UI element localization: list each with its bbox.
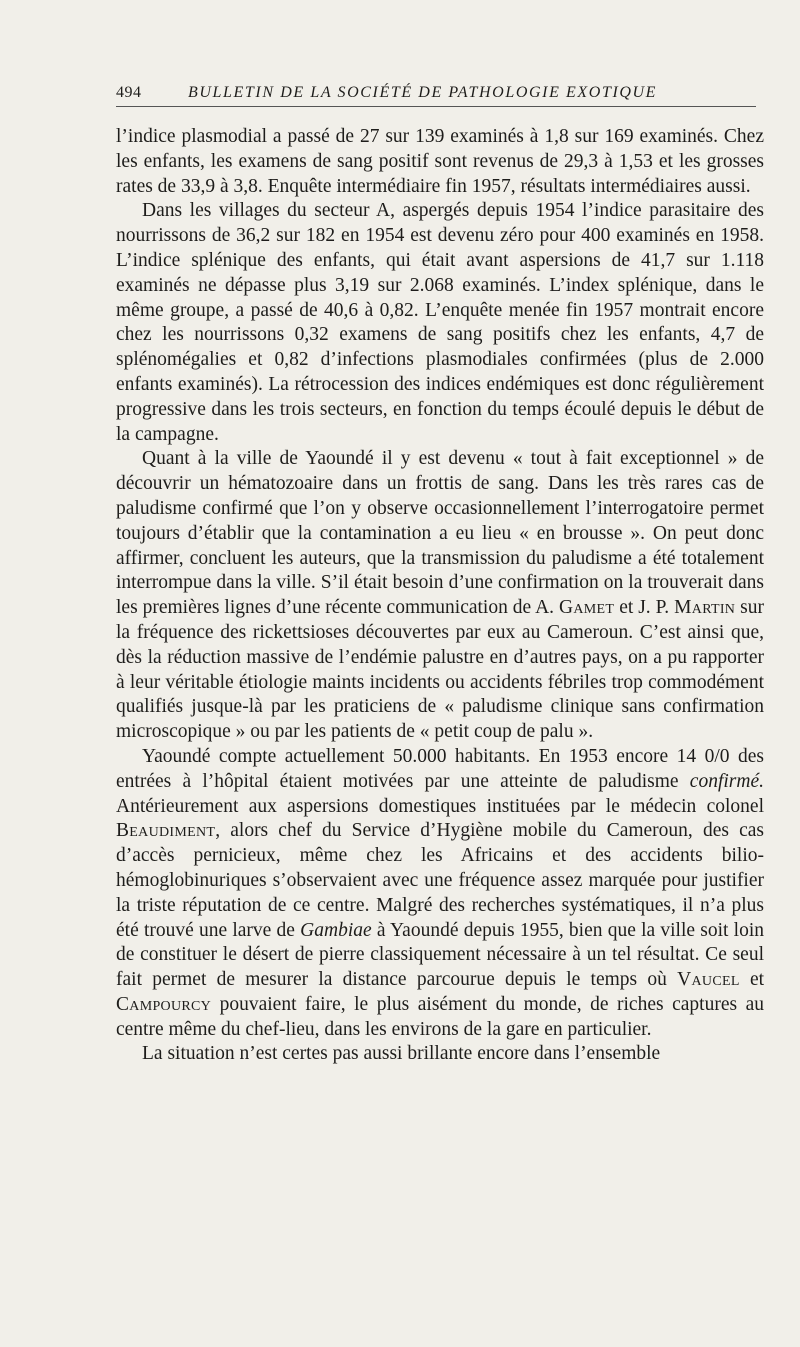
paragraph-text: pouvaient faire, le plus aisément du monde, de riches captures au centre même du chef-lieu, dans les environs de la gare en particulier.	[116, 993, 765, 1040]
paragraph-text: Quant à la ville de Yaoundé il y est devenu « tout à fait exceptionnel » de découvrir un hématozoaire dans un frottis de sang. Dans les très rares cas de paludisme confirmé que l’on y observe occasionnellement l’interrogatoire permet toujours d’établir que la contamination a eu lieu « en brousse ». On peut donc affirmer, concluent les auteurs, que la transmission du paludisme a été totalement interrompue dans la ville. S’il était besoin d’une confirmation on la trouverait dans les premières lignes d’une récente communication de A.	[116, 448, 764, 619]
paragraph-text: , alors chef du Service d’Hygiène mobile du Cameroun, des cas d’accès pernicieux, même chez les Africains et des accidents bilio-hémoglobinuriques s’observaient avec une fréquence assez marquée pour justifier la triste réputation de ce centre. Malgré des recherches systématiques, il n’a plus été trouvé une larve de	[116, 820, 764, 941]
paragraph-text: à Yaoundé depuis 1955, bien que la ville soit loin de constituer le désert de pierre classiquement nécessaire à un tel résultat. Ce seul fait permet de mesurer la distance parcourue depuis le temps où	[116, 919, 764, 991]
author-name-vaucel: Vaucel	[677, 969, 740, 991]
page-number: 494	[116, 84, 142, 101]
paragraph-text: l’indice plasmodial a passé de 27 sur 139 examinés à 1,8 sur 169 examinés. Chez les enfants, les examens de sang positif sont revenus de 29,3 à 1,53 et les grosses rates de 33,9 à 3,8. Enquête intermédiaire fin 1957, résultats intermédiaires aussi.	[116, 126, 764, 197]
author-name-gamet: Gamet	[558, 597, 615, 619]
paragraph-text: La situation n’est certes pas aussi brillante encore dans l’ensemble	[142, 1043, 661, 1065]
paragraph-text: et J. P.	[619, 597, 670, 619]
paragraph-5	[116, 1042, 764, 1067]
author-name-martin: Martin	[674, 597, 736, 619]
paragraph-text: et	[749, 969, 765, 991]
italic-term-gambiae: Gambiae	[300, 919, 372, 941]
paragraph-2	[116, 199, 764, 447]
italic-term-confirme: confirmé.	[689, 770, 764, 792]
paragraph-3	[116, 447, 764, 745]
running-title: BULLETIN DE LA SOCIÉTÉ DE PATHOLOGIE EXOTIQUE	[188, 84, 658, 101]
paragraph-1	[116, 125, 764, 199]
paragraph-4	[116, 745, 764, 1043]
body-text	[116, 125, 764, 1067]
paragraph-text: Antérieurement aux aspersions domestiques instituées par le médecin colonel	[116, 795, 764, 817]
author-name-campourcy: Campourcy	[116, 993, 212, 1015]
paragraph-text: Yaoundé compte actuellement 50.000 habitants. En 1953 encore 14 0/0 des entrées à l’hôpital étaient motivées par une atteinte de paludisme	[116, 745, 764, 792]
paragraph-text: Dans les villages du secteur A, aspergés depuis 1954 l’indice parasitaire des nourrissons de 36,2 sur 182 en 1954 est devenu zéro pour 400 examinés en 1958. L’indice splénique des enfants, qui était avant aspersions de 41,7 sur 1.118 examinés ne dépasse plus 3,19 sur 2.068 examinés. L’index splénique, dans le même groupe, a passé de 40,6 à 0,82. L’enquête menée fin 1957 montrait encore chez les nourrissons 0,32 examens de sang positifs chez les enfants, 4,7 de splénomégalies et 0,82 d’infections plasmodiales confirmées (plus de 2.000 enfants examinés). La rétrocession des indices endémiques est donc régulièrement progressive dans les trois secteurs, en fonction du temps écoulé depuis le début de la campagne.	[116, 200, 764, 445]
author-name-beaudiment: Beaudiment	[116, 820, 216, 842]
paragraph-text: sur la fréquence des rickettsioses découvertes par eux au Cameroun. C’est ainsi que, dès la réduction massive de l’endémie palustre en d’autres pays, on a pu rapporter à leur véritable étiologie maints incidents ou accidents fébriles trop commodément qualifiés jusque-là par les praticiens de « paludisme clinique sans confirmation microscopique » ou par les patients de « petit coup de palu ».	[116, 597, 765, 743]
running-header	[116, 80, 756, 107]
